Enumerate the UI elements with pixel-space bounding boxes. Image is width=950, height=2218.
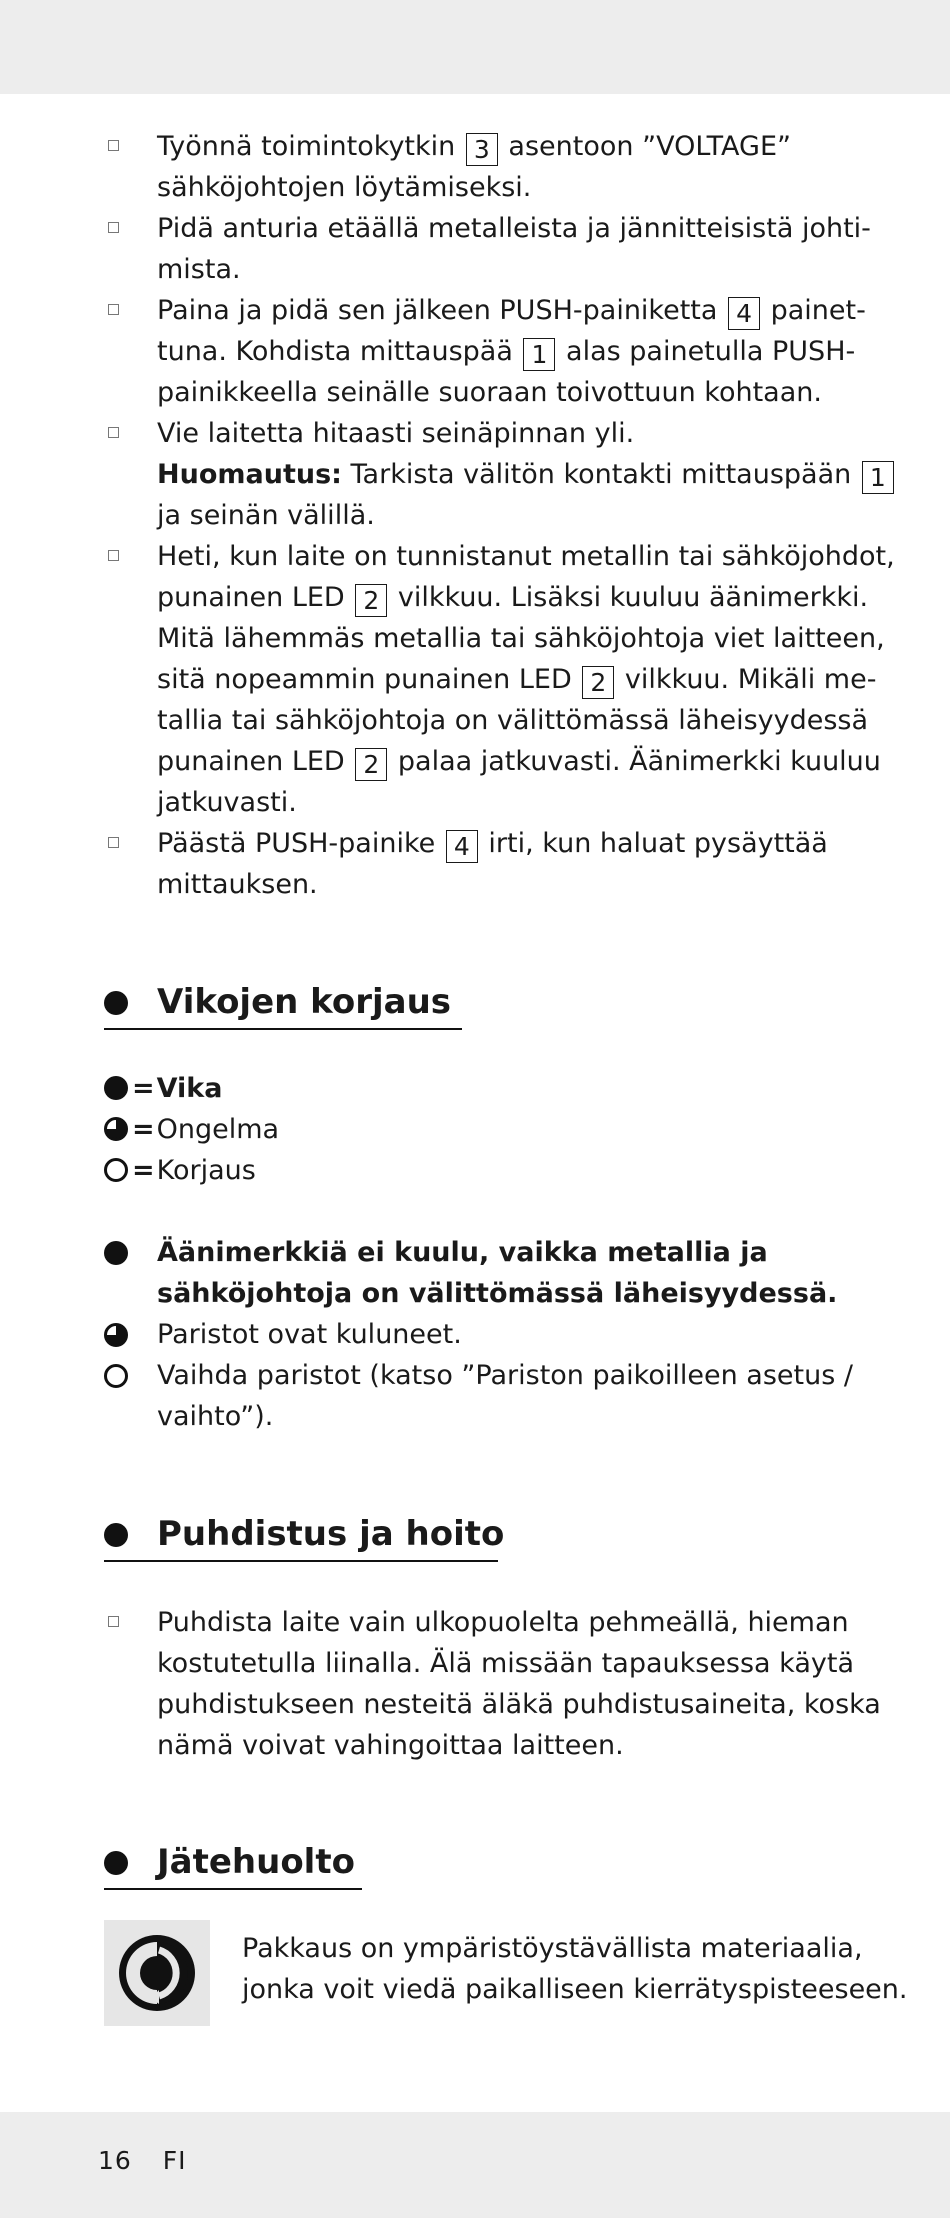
legend-row <box>104 1150 279 1191</box>
text-segment: Heti, kun laite on tunnistanut metallin tai sähköjohdot, <box>157 541 895 572</box>
text-line <box>157 782 864 823</box>
section-heading-disposal <box>104 1840 355 1886</box>
text-segment: mista. <box>157 254 241 285</box>
text-segment: punainen LED <box>157 746 354 777</box>
green-dot-recycling-icon <box>104 1920 210 2026</box>
heading-text: Vikojen korjaus <box>157 982 452 1022</box>
cause-symbol-icon <box>104 1323 128 1347</box>
heading-underline <box>104 1028 462 1030</box>
text-segment: jatkuvasti. <box>157 787 297 818</box>
text-segment: Paina ja pidä sen jälkeen PUSH-painiketta <box>157 295 727 326</box>
legend-label: Korjaus <box>156 1155 256 1186</box>
text-line <box>157 741 881 782</box>
instruction-item <box>104 208 871 290</box>
text-line: kostutetulla liinalla. Älä missään tapauksessa käytä <box>157 1648 855 1679</box>
legend-row <box>104 1068 279 1109</box>
text-line <box>157 126 864 167</box>
equals-sign: = <box>132 1155 155 1186</box>
text-line <box>157 167 864 208</box>
text-segment: sitä nopeammin punainen LED <box>157 664 581 695</box>
text-segment: tallia tai sähköjohtoja on välittömässä läheisyydessä <box>157 705 869 736</box>
page-footer <box>98 2146 209 2175</box>
text-line <box>157 372 864 413</box>
cause-row <box>104 1314 864 1355</box>
symbol-legend <box>104 1068 279 1191</box>
text-line <box>157 331 864 372</box>
checkbox-square-icon <box>108 304 119 315</box>
text-line <box>157 208 871 249</box>
text-segment: asentoon ”VOLTAGE” <box>499 131 792 162</box>
fix-symbol-icon <box>104 1364 128 1388</box>
text-line <box>157 864 864 905</box>
heading-underline <box>104 1888 362 1890</box>
part-number-box: 2 <box>582 666 614 699</box>
fix-text: Vaihda paristot (katso ”Pariston paikoilleen asetus / <box>157 1360 853 1391</box>
text-line <box>157 454 886 495</box>
text-segment: ja seinän välillä. <box>157 500 375 531</box>
language-code: FI <box>162 2146 187 2175</box>
text-segment: Pidä anturia etäällä metalleista ja jännitteisistä johti- <box>157 213 871 244</box>
checkbox-square-icon <box>108 837 119 848</box>
fault-text: Äänimerkkiä ei kuulu, vaikka metallia ja <box>157 1237 768 1268</box>
text-segment: vilkkuu. Mikäli me- <box>616 664 877 695</box>
legend-label: Ongelma <box>156 1114 280 1145</box>
fault-symbol-icon <box>104 1241 128 1265</box>
text-segment: tuna. Kohdista mittauspää <box>157 336 522 367</box>
part-number-box: 4 <box>446 830 478 863</box>
checkbox-square-icon <box>108 427 119 438</box>
heading-underline <box>104 1560 498 1562</box>
fix-row <box>104 1355 864 1437</box>
text-line <box>157 290 864 331</box>
instruction-item <box>104 126 864 208</box>
instruction-item <box>104 290 864 413</box>
checkbox-square-icon <box>108 1616 119 1627</box>
text-segment: irti, kun haluat pysäyttää <box>479 828 828 859</box>
text-segment: alas painetulla PUSH- <box>557 336 856 367</box>
text-line: puhdistukseen nesteitä äläkä puhdistusaineita, koska <box>157 1689 881 1720</box>
equals-sign: = <box>132 1114 155 1145</box>
text-line: Pakkaus on ympäristöystävällista materiaalia, <box>242 1933 863 1964</box>
text-segment: sähköjohtojen löytämiseksi. <box>157 172 532 203</box>
part-number-box: 3 <box>466 133 498 166</box>
text-segment: painet- <box>762 295 866 326</box>
part-number-box: 4 <box>728 297 760 330</box>
troubleshooting-table <box>104 1232 864 1437</box>
fault-text: sähköjohtoja on välittömässä läheisyydessä. <box>157 1278 838 1309</box>
instruction-list <box>104 126 895 905</box>
bullet-dot-icon <box>104 1851 128 1875</box>
text-line <box>157 823 864 864</box>
fault-symbol-icon <box>104 1076 128 1100</box>
fault-row <box>104 1232 864 1314</box>
bullet-dot-icon <box>104 1523 128 1547</box>
text-segment: mittauksen. <box>157 869 318 900</box>
text-segment: vilkkuu. Lisäksi kuuluu äänimerkki. <box>389 582 869 613</box>
part-number-box: 2 <box>355 748 387 781</box>
text-line <box>157 659 877 700</box>
text-segment: Päästä PUSH-painike <box>157 828 444 859</box>
instruction-item <box>104 823 864 905</box>
text-line <box>157 618 885 659</box>
part-number-box: 1 <box>862 461 894 494</box>
equals-sign: = <box>132 1073 155 1104</box>
disposal-text <box>242 1928 908 2010</box>
instruction-item <box>104 536 895 823</box>
text-line <box>157 413 864 454</box>
checkbox-square-icon <box>108 550 119 561</box>
text-segment: palaa jatkuvasti. Äänimerkki kuuluu <box>389 746 881 777</box>
cause-text: Paristot ovat kuluneet. <box>157 1319 462 1350</box>
text-line <box>157 495 864 536</box>
heading-text: Jätehuolto <box>157 1842 355 1882</box>
fix-symbol-icon <box>104 1158 128 1182</box>
cause-symbol-icon <box>104 1117 128 1141</box>
page-number: 16 <box>98 2146 132 2175</box>
top-band <box>0 0 950 94</box>
text-line <box>157 536 895 577</box>
fix-text: vaihto”). <box>157 1401 274 1432</box>
note-label: Huomautus: <box>157 459 342 490</box>
list-item <box>104 1602 881 1766</box>
heading-text: Puhdistus ja hoito <box>157 1514 505 1554</box>
text-line: Puhdista laite vain ulkopuolelta pehmeällä, hieman <box>157 1607 849 1638</box>
part-number-box: 1 <box>523 338 555 371</box>
text-segment: painikkeella seinälle suoraan toivottuun kohtaan. <box>157 377 822 408</box>
text-line: nämä voivat vahingoittaa laitteen. <box>157 1730 624 1761</box>
checkbox-square-icon <box>108 222 119 233</box>
part-number-box: 2 <box>355 584 387 617</box>
text-line <box>157 577 869 618</box>
legend-row <box>104 1109 279 1150</box>
legend-label: Vika <box>156 1073 223 1104</box>
text-line <box>157 249 864 290</box>
bullet-dot-icon <box>104 991 128 1015</box>
checkbox-square-icon <box>108 140 119 151</box>
text-segment: Mitä lähemmäs metallia tai sähköjohtoja viet laitteen, <box>157 623 885 654</box>
text-segment: Työnnä toimintokytkin <box>157 131 464 162</box>
text-line: jonka voit viedä paikalliseen kierrätyspisteeseen. <box>242 1974 908 2005</box>
section-heading-troubleshooting <box>104 980 451 1026</box>
text-segment: punainen LED <box>157 582 354 613</box>
section-heading-cleaning <box>104 1512 504 1558</box>
instruction-item <box>104 413 886 536</box>
text-line <box>157 700 869 741</box>
cleaning-instruction <box>104 1602 881 1766</box>
text-segment: Tarkista välitön kontakti mittauspään <box>341 459 860 490</box>
text-segment: Vie laitetta hitaasti seinäpinnan yli. <box>157 418 635 449</box>
